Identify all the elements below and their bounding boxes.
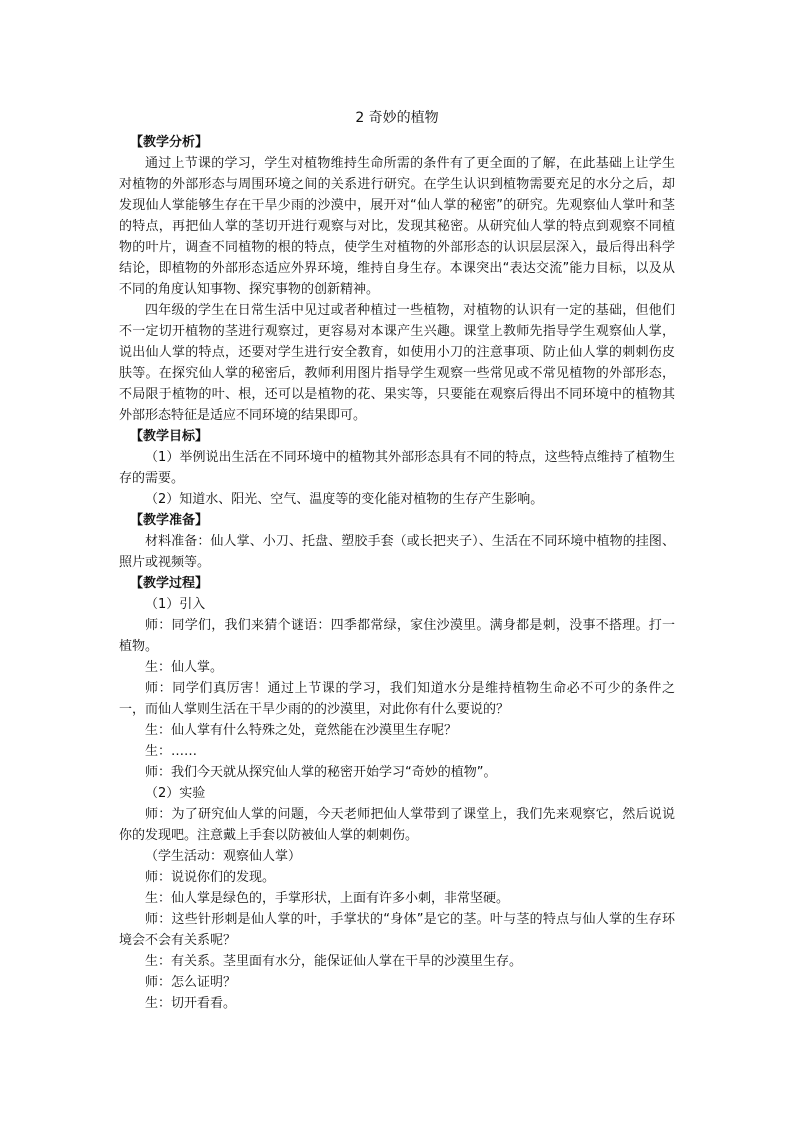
paragraph: （1）引入 xyxy=(145,597,206,612)
paragraph: 师：同学们真厉害！通过上节课的学习，我们知道水分是维持植物生命必不可少的条件之一，而仙人掌则生活在干旱少雨的的沙漠里，对此你有什么要说的？ xyxy=(119,681,675,717)
paragraph: （学生活动：观察仙人掌） xyxy=(145,849,302,864)
paragraph: （1）举例说出生活在不同环境中的植物其外部形态具有不同的特点，这些特点维持了植物生存的需要。 xyxy=(119,450,675,486)
document-page xyxy=(119,108,675,1014)
section-teaching-process xyxy=(119,573,675,1014)
section-heading: 【教学过程】 xyxy=(130,576,209,591)
paragraph: 生：仙人掌是绿色的，手掌形状，上面有许多小刺，非常坚硬。 xyxy=(145,891,510,906)
section-heading: 【教学目标】 xyxy=(130,429,209,444)
paragraph: 师：同学们，我们来猜个谜语：四季都常绿，家住沙漠里。满身都是刺，没事不搭理。打一植物。 xyxy=(119,618,675,654)
paragraph: 通过上节课的学习，学生对植物维持生命所需的条件有了更全面的了解，在此基础上让学生对植物的外部形态与周围环境之间的关系进行研究。在学生认识到植物需要充足的水分之后，却发现仙人掌能够生存在干旱少雨的沙漠中，展开对“仙人掌的秘密”的研究。先观察仙人掌叶和茎的特点，再把仙人掌的茎切开进行观察与对比，发现其秘密。从研究仙人掌的特点到观察不同植物的叶片，调查不同植物的根的特点，使学生对植物的外部形态的认识层层深入，最后得出科学结论，即植物的外部形态适应外界环境，维持自身生存。本课突出“表达交流”能力目标，以及从不同的角度认知事物、探究事物的创新精神。 xyxy=(119,156,675,297)
paragraph: 师：为了研究仙人掌的问题，今天老师把仙人掌带到了课堂上，我们先来观察它，然后说说你的发现吧。注意戴上手套以防被仙人掌的刺刺伤。 xyxy=(119,807,675,843)
paragraph: （2）实验 xyxy=(145,786,206,801)
paragraph: 师：我们今天就从探究仙人掌的秘密开始学习“奇妙的植物”。 xyxy=(145,765,497,780)
section-teaching-goals xyxy=(119,426,675,510)
paragraph: 生：有关系。茎里面有水分，能保证仙人掌在干旱的沙漠里生存。 xyxy=(145,954,523,969)
paragraph: 师：怎么证明？ xyxy=(145,975,237,990)
paragraph: 师：这些针形刺是仙人掌的叶，手掌状的“身体”是它的茎。叶与茎的特点与仙人掌的生存环境会不会有关系呢？ xyxy=(119,912,675,948)
paragraph: （2）知道水、阳光、空气、温度等的变化能对植物的生存产生影响。 xyxy=(145,492,544,507)
paragraph: 材料准备：仙人掌、小刀、托盘、塑胶手套（或长把夹子）、生活在不同环境中植物的挂图、照片或视频等。 xyxy=(119,534,675,570)
section-heading: 【教学分析】 xyxy=(130,135,209,150)
paragraph: 生：…… xyxy=(145,744,198,759)
paragraph: 师：说说你们的发现。 xyxy=(145,870,276,885)
document-title: 2 奇妙的植物 xyxy=(355,110,439,126)
section-heading: 【教学准备】 xyxy=(130,513,209,528)
section-teaching-analysis xyxy=(119,132,675,426)
paragraph: 生：仙人掌。 xyxy=(145,660,224,675)
paragraph: 生：仙人掌有什么特殊之处，竟然能在沙漠里生存呢？ xyxy=(145,723,458,738)
paragraph: 四年级的学生在日常生活中见过或者种植过一些植物，对植物的认识有一定的基础，但他们不一定切开植物的茎进行观察过，更容易对本课产生兴趣。课堂上教师先指导学生观察仙人掌，说出仙人掌的特点，还要对学生进行安全教育，如使用小刀的注意事项、防止仙人掌的刺刺伤皮肤等。在探究仙人掌的秘密后，教师利用图片指导学生观察一些常见或不常见植物的外部形态，不局限于植物的叶、根，还可以是植物的花、果实等，只要能在观察后得出不同环境中的植物其外部形态特征是适应不同环境的结果即可。 xyxy=(119,303,675,423)
paragraph: 生：切开看看。 xyxy=(145,996,237,1011)
section-teaching-preparation xyxy=(119,510,675,573)
